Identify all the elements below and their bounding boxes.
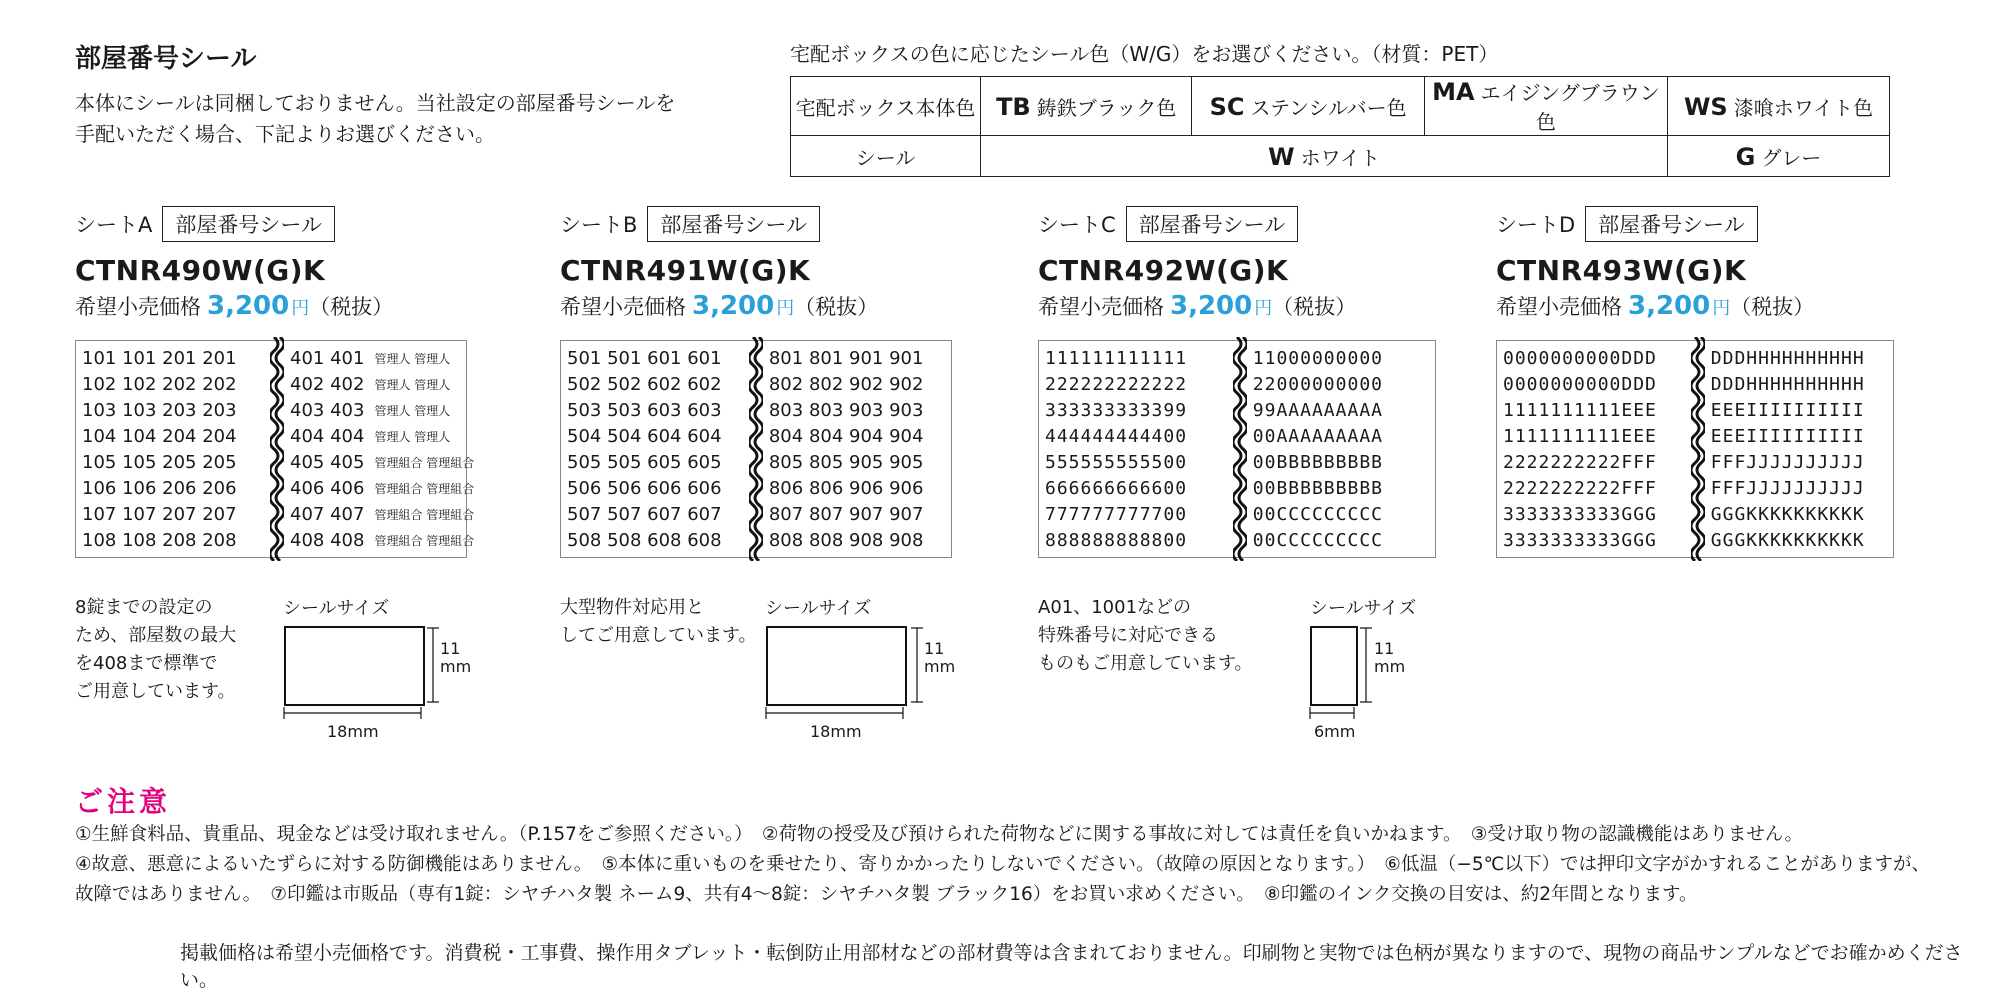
seal-row-text: FFFJJJJJJJJJJ [1710,477,1865,499]
seal-row-text: 405 405 [290,451,365,473]
seal-row-text: 3333333333GGG [1503,503,1657,525]
seal-row-text: 555555555500 [1045,451,1188,473]
sheet-label: シートC [1038,213,1116,237]
price-unit: 円 [291,298,310,319]
seal-row-suffix: 管理組合 管理組合 [374,533,475,548]
sheet-label: シートA [75,213,153,237]
price-label: 希望小売価格 [75,295,201,319]
seal-row-text: 00BBBBBBBBB [1252,477,1383,499]
seal-row-text: 444444444400 [1045,425,1188,447]
price-value: 3,200 [1628,291,1711,321]
row-label-seal: シール [791,136,981,177]
price-value: 3,200 [692,291,775,321]
seal-row-text: 406 406 [290,477,365,499]
model-number: CTNR493W(G)K [1496,254,1747,287]
model-number: CTNR491W(G)K [560,254,811,287]
sheet-type-box: 部屋番号シール [1585,206,1758,242]
seal-row-text: 505 505 605 605 [567,451,722,473]
seal-row-text: 888888888800 [1045,529,1188,551]
seal-row-text: 0000000000DDD [1503,347,1657,369]
sheet-type-box: 部屋番号シール [647,206,820,242]
sheet-type-box: 部屋番号シール [1126,206,1299,242]
color-ma: MA エイジングブラウン色 [1424,77,1667,136]
sheet-c-width: 6mm [1314,722,1356,741]
seal-row-text: 807 807 907 907 [768,503,924,525]
seal-row-text: 00BBBBBBBBB [1252,451,1383,473]
seal-row-text: EEEIIIIIIIIII [1710,399,1865,421]
seal-row-text: 103 103 203 203 [82,399,237,421]
seal-row-text: 806 806 906 906 [768,477,924,499]
seal-row-text: 504 504 604 604 [567,425,722,447]
seal-row-suffix: 管理組合 管理組合 [374,507,475,522]
model-number: CTNR492W(G)K [1038,254,1289,287]
caution-title: ご注意 [75,785,172,818]
seal-row-suffix: 管理人 管理人 [374,351,451,366]
seal-row-text: 104 104 204 204 [82,425,237,447]
seal-row-text: 0000000000DDD [1503,373,1657,395]
seal-row-text: 404 404 [290,425,365,447]
seal-row-text: 802 802 902 902 [768,373,924,395]
seal-row-text: 402 402 [290,373,365,395]
seal-row-text: 00AAAAAAAAA [1252,425,1383,447]
seal-row-text: 805 805 905 905 [768,451,924,473]
seal-row-suffix: 管理組合 管理組合 [374,455,475,470]
seal-row-text: 11000000000 [1252,347,1383,369]
color-note: 宅配ボックスの色に応じたシール色（W/G）をお選びください。（材質：PET） [790,42,1499,66]
seal-row-text: 407 407 [290,503,365,525]
seal-row-text: 333333333399 [1045,399,1188,421]
sheet-b-width: 18mm [810,722,862,741]
seal-row-text: 99AAAAAAAAA [1252,399,1383,421]
price-tax: （税抜） [1730,295,1815,319]
footer-note: 掲載価格は希望小売価格です。消費税・工事費、操作用タブレット・転倒防止用部材などの部材費等は含まれておりません。印刷物と実物では色柄が異なりますので、現物の商品サンプルなどでお確かめください。 [180,942,1963,991]
sheet-b-size-label: シールサイズ [765,598,872,619]
price-tax: （税抜） [794,295,879,319]
seal-row-text: 1111111111EEE [1503,425,1657,447]
sheet-c-size-label: シールサイズ [1310,598,1417,619]
seal-row-text: 808 808 908 908 [768,529,924,551]
seal-row-text: 101 101 201 201 [82,347,237,369]
sheet-a-description: 8錠までの設定の ため、部屋数の最大 を408まで標準で ご用意しています。 [75,597,237,702]
price-label: 希望小売価格 [1038,295,1164,319]
seal-row-suffix: 管理人 管理人 [374,403,451,418]
page-title: 部屋番号シール [75,44,257,74]
seal-row-text: 804 804 904 904 [768,425,924,447]
seal-row-text: 1111111111EEE [1503,399,1657,421]
seal-row-text: 00CCCCCCCCC [1252,529,1383,551]
sheet-label: シートD [1496,213,1576,237]
seal-white: W ホワイト [981,136,1668,177]
seal-row-text: 401 401 [290,347,365,369]
seal-row-text: 801 801 901 901 [768,347,924,369]
seal-row-text: 501 501 601 601 [567,347,722,369]
seal-row-text: GGGKKKKKKKKKK [1710,503,1865,525]
sheet-a-size-label: シールサイズ [283,598,390,619]
seal-row-text: 507 507 607 607 [567,503,722,525]
sheet-b-height: 11 mm [924,639,956,676]
seal-row-text: 2222222222FFF [1503,477,1657,499]
color-tb: TB 鋳鉄ブラック色 [981,77,1192,136]
seal-row-suffix: 管理人 管理人 [374,429,451,444]
seal-row-text: 503 503 603 603 [567,399,722,421]
seal-row-text: EEEIIIIIIIIII [1710,425,1865,447]
seal-row-suffix: 管理組合 管理組合 [374,481,475,496]
seal-row-text: 506 506 606 606 [567,477,722,499]
sheet-c-height: 11 mm [1374,639,1406,676]
seal-row-text: 403 403 [290,399,365,421]
seal-row-text: 777777777700 [1045,503,1188,525]
seal-row-text: 2222222222FFF [1503,451,1657,473]
price-value: 3,200 [1170,291,1253,321]
sheet-type-box: 部屋番号シール [162,206,335,242]
price-unit: 円 [776,298,795,319]
seal-row-text: 22000000000 [1252,373,1383,395]
price-tax: （税抜） [309,295,394,319]
color-ws: WS 漆喰ホワイト色 [1668,77,1890,136]
seal-row-text: 803 803 903 903 [768,399,924,421]
sheet-b-description: 大型物件対応用と してご用意しています。 [560,597,757,646]
price-tax: （税抜） [1272,295,1357,319]
color-sc: SC ステンシルバー色 [1192,77,1425,136]
seal-row-text: 222222222222 [1045,373,1188,395]
seal-row-text: 00CCCCCCCCC [1252,503,1383,525]
seal-row-text: 666666666600 [1045,477,1188,499]
seal-row-text: 508 508 608 608 [567,529,722,551]
sheet-label: シートB [560,213,638,237]
seal-row-text: DDDHHHHHHHHHH [1710,373,1865,395]
seal-row-suffix: 管理人 管理人 [374,377,451,392]
price-value: 3,200 [207,291,290,321]
caution-text: ①生鮮食料品、貴重品、現金などは受け取れません。（P.157をご参照ください。） ②荷物の授受及び預けられた荷物などに関する事故に対しては責任を負いかねます。 ③受け取り物の認識機能はありません。 ④故意、悪意によるいたずらに対する防御機能はありません。 ⑤本体に重いものを乗せたり、寄りかかったりしないでください。（故障の原因となります。） ⑥低温（−5℃以下）では押印文字がかすれることがありますが、 故障ではありません。 ⑦印鑑は市販品（専有1錠：シヤチハタ製 ネーム9、共有4〜8錠：シヤチハタ製 ブラック16）をお買い求めください。 ⑧印鑑のインク交換の目安は、約2年間となります。 [75,824,1930,905]
seal-row-text: FFFJJJJJJJJJJ [1710,451,1865,473]
price-label: 希望小売価格 [1496,295,1622,319]
seal-row-text: 102 102 202 202 [82,373,237,395]
seal-row-text: 106 106 206 206 [82,477,237,499]
seal-row-text: 502 502 602 602 [567,373,722,395]
sheet-c-description: A01、1001などの 特殊番号に対応できる ものもご用意しています。 [1038,597,1253,674]
seal-row-text: 108 108 208 208 [82,529,237,551]
model-number: CTNR490W(G)K [75,254,326,287]
seal-row-text: 3333333333GGG [1503,529,1657,551]
seal-row-text: 111111111111 [1045,347,1188,369]
price-label: 希望小売価格 [560,295,686,319]
sheet-a-width: 18mm [327,722,379,741]
row-label-body-color: 宅配ボックス本体色 [791,77,981,136]
seal-gray: G グレー [1668,136,1890,177]
seal-row-text: DDDHHHHHHHHHH [1710,347,1865,369]
sheet-a-height: 11 mm [440,639,472,676]
seal-row-text: GGGKKKKKKKKKK [1710,529,1865,551]
seal-row-text: 408 408 [290,529,365,551]
price-unit: 円 [1712,298,1731,319]
intro-text: 本体にシールは同梱しておりません。当社設定の部屋番号シールを 手配いただく場合、下記よりお選びください。 [75,91,676,146]
seal-row-text: 105 105 205 205 [82,451,237,473]
price-unit: 円 [1254,298,1273,319]
seal-row-text: 107 107 207 207 [82,503,237,525]
